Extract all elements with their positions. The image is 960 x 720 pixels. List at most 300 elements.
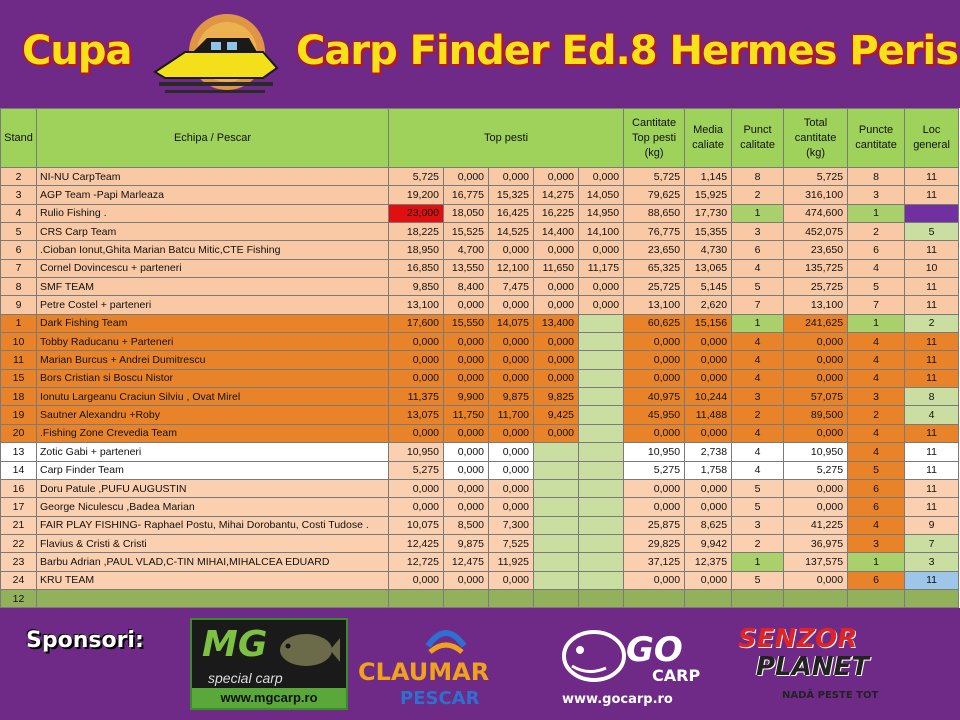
cell-top-2: 9,900 [444, 388, 489, 406]
cell-top-4: 0,000 [534, 424, 579, 442]
cell-avg: 4,730 [685, 241, 732, 259]
cell-top-2: 0,000 [444, 461, 489, 479]
cell-top-1: 13,100 [389, 296, 444, 314]
cell-points-qty: 5 [848, 278, 905, 296]
cell-rank: 11 [905, 443, 959, 461]
gocarp-name: GO [626, 630, 683, 670]
cell-top-3: 0,000 [489, 168, 534, 186]
cell-top-3: 0,000 [489, 241, 534, 259]
cell-qty-top: 65,325 [624, 259, 685, 277]
table-row [1, 314, 959, 332]
table-row [1, 516, 959, 534]
cell-points-qty: 8 [848, 168, 905, 186]
cell-top-5 [579, 479, 624, 497]
cell-points-qty: 6 [848, 479, 905, 497]
cell-top-3: 7,475 [489, 278, 534, 296]
sponsor-claumar[interactable] [356, 616, 546, 712]
cell-stand: 24 [1, 571, 37, 589]
cell-avg: 1,758 [685, 461, 732, 479]
cell-team: .Cioban Ionut,Ghita Marian Batcu Mitic,CTE Fishing [37, 241, 389, 259]
cell-stand: 1 [1, 314, 37, 332]
cell-points-qty: 6 [848, 241, 905, 259]
cell-points-qty: 1 [848, 553, 905, 571]
cell-top-2: 11,750 [444, 406, 489, 424]
cell-top-1: 16,850 [389, 259, 444, 277]
cell-points-quality: 1 [732, 553, 784, 571]
header-qty-top: Cantitate Top pesti (kg) [624, 109, 685, 168]
cell-top-4: 0,000 [534, 333, 579, 351]
cell-total-qty: 137,575 [784, 553, 848, 571]
cell-stand: 4 [1, 204, 37, 222]
table-row [1, 534, 959, 552]
table-row [1, 461, 959, 479]
cell-top-1: 0,000 [389, 369, 444, 387]
cell-top-3: 12,100 [489, 259, 534, 277]
cell-top-2: 0,000 [444, 369, 489, 387]
cell-total-qty: 5,275 [784, 461, 848, 479]
cell-top-1: 13,075 [389, 406, 444, 424]
cell-top-5 [579, 553, 624, 571]
cell-top-2: 0,000 [444, 351, 489, 369]
cell-top-5 [579, 314, 624, 332]
cell-avg: 1,145 [685, 168, 732, 186]
cell-avg: 0,000 [685, 333, 732, 351]
cell-total-qty: 0,000 [784, 571, 848, 589]
table-row [1, 589, 959, 607]
cell-stand: 18 [1, 388, 37, 406]
cell-team: Petre Costel + parteneri [37, 296, 389, 314]
table-row [1, 571, 959, 589]
cell-points-qty: 1 [848, 314, 905, 332]
cell-top-1: 0,000 [389, 424, 444, 442]
cell-total-qty: 89,500 [784, 406, 848, 424]
cell-avg: 15,355 [685, 223, 732, 241]
cell-top-3: 0,000 [489, 479, 534, 497]
table-row [1, 443, 959, 461]
cell-team: Flavius & Cristi & Cristi [37, 534, 389, 552]
cell-rank: 4 [905, 406, 959, 424]
cell-total-qty: 135,725 [784, 259, 848, 277]
cell-top-2: 0,000 [444, 498, 489, 516]
cell-team: Barbu Adrian ,PAUL VLAD,C-TIN MIHAI,MIHALCEA EDUARD [37, 553, 389, 571]
table-row [1, 186, 959, 204]
cell-qty-top: 5,725 [624, 168, 685, 186]
cell-points-qty: 4 [848, 516, 905, 534]
cell-stand: 21 [1, 516, 37, 534]
cell-top-3: 14,075 [489, 314, 534, 332]
cell-avg: 8,625 [685, 516, 732, 534]
table-row [1, 333, 959, 351]
cell-points-quality [732, 589, 784, 607]
cell-points-qty: 4 [848, 369, 905, 387]
cell-top-1: 0,000 [389, 333, 444, 351]
table-row [1, 296, 959, 314]
cell-top-5: 14,950 [579, 204, 624, 222]
cell-points-quality: 1 [732, 204, 784, 222]
cell-total-qty: 0,000 [784, 351, 848, 369]
cell-top-4: 0,000 [534, 351, 579, 369]
cell-top-3: 0,000 [489, 571, 534, 589]
cell-rank: 11 [905, 369, 959, 387]
cell-team: AGP Team -Papi Marleaza [37, 186, 389, 204]
cell-top-5 [579, 498, 624, 516]
cell-stand: 3 [1, 186, 37, 204]
cell-rank: 11 [905, 498, 959, 516]
cell-team: KRU TEAM [37, 571, 389, 589]
cell-rank: 3 [905, 553, 959, 571]
cell-points-quality: 5 [732, 479, 784, 497]
cell-rank: 11 [905, 278, 959, 296]
cell-total-qty: 0,000 [784, 479, 848, 497]
senzor-planet: PLANET [756, 652, 870, 682]
cell-avg: 5,145 [685, 278, 732, 296]
cell-rank: 11 [905, 424, 959, 442]
cell-team: SMF TEAM [37, 278, 389, 296]
cell-top-3: 0,000 [489, 296, 534, 314]
table-row [1, 204, 959, 222]
cell-rank: 11 [905, 351, 959, 369]
cell-top-4 [534, 479, 579, 497]
results-table [0, 108, 959, 608]
title-carp-finder: Carp Finder Ed.8 Hermes Peris [296, 28, 959, 74]
cell-points-quality: 4 [732, 424, 784, 442]
cell-stand: 6 [1, 241, 37, 259]
cell-team: FAIR PLAY FISHING- Raphael Postu, Mihai Dorobantu, Costi Tudose . [37, 516, 389, 534]
cell-total-qty: 0,000 [784, 369, 848, 387]
cell-qty-top: 0,000 [624, 498, 685, 516]
cell-team: Carp Finder Team [37, 461, 389, 479]
cell-total-qty: 25,725 [784, 278, 848, 296]
cell-rank: 9 [905, 516, 959, 534]
cell-top-3: 15,325 [489, 186, 534, 204]
cell-points-qty: 1 [848, 204, 905, 222]
table-row [1, 369, 959, 387]
cell-stand: 9 [1, 296, 37, 314]
header-points-qty: Puncte cantitate [848, 109, 905, 168]
cell-top-2: 13,550 [444, 259, 489, 277]
cell-qty-top: 0,000 [624, 333, 685, 351]
cell-points-quality: 4 [732, 443, 784, 461]
cell-top-2: 9,875 [444, 534, 489, 552]
cell-total-qty: 41,225 [784, 516, 848, 534]
gocarp-fish-icon [558, 622, 628, 686]
table-row [1, 424, 959, 442]
cell-top-5 [579, 516, 624, 534]
cell-total-qty: 452,075 [784, 223, 848, 241]
cell-total-qty: 0,000 [784, 424, 848, 442]
cell-top-5 [579, 443, 624, 461]
cell-top-4 [534, 443, 579, 461]
table-row [1, 388, 959, 406]
cell-top-5 [579, 589, 624, 607]
cell-rank: 11 [905, 168, 959, 186]
cell-top-3: 7,525 [489, 534, 534, 552]
cell-qty-top: 13,100 [624, 296, 685, 314]
cell-top-2: 0,000 [444, 479, 489, 497]
cell-total-qty: 474,600 [784, 204, 848, 222]
cell-top-4: 14,400 [534, 223, 579, 241]
cell-top-3: 0,000 [489, 333, 534, 351]
cell-stand: 22 [1, 534, 37, 552]
cell-points-quality: 3 [732, 388, 784, 406]
cell-points-quality: 4 [732, 369, 784, 387]
header-banner [0, 0, 960, 108]
cell-team: CRS Carp Team [37, 223, 389, 241]
cell-total-qty: 0,000 [784, 498, 848, 516]
cell-top-2: 0,000 [444, 424, 489, 442]
header-stand: Stand [1, 109, 37, 168]
cell-team: Sautner Alexandru +Roby [37, 406, 389, 424]
cell-points-qty: 6 [848, 498, 905, 516]
cell-points-quality: 5 [732, 278, 784, 296]
cell-top-5 [579, 388, 624, 406]
cell-points-quality: 4 [732, 259, 784, 277]
cell-qty-top: 5,275 [624, 461, 685, 479]
cell-avg: 11,488 [685, 406, 732, 424]
cell-points-quality: 2 [732, 186, 784, 204]
cell-top-1: 10,075 [389, 516, 444, 534]
cell-top-4: 0,000 [534, 278, 579, 296]
cell-points-qty: 7 [848, 296, 905, 314]
cell-rank: 2 [905, 314, 959, 332]
cell-stand: 7 [1, 259, 37, 277]
cell-points-qty: 5 [848, 461, 905, 479]
cell-total-qty: 316,100 [784, 186, 848, 204]
cell-top-3: 0,000 [489, 424, 534, 442]
cell-qty-top: 37,125 [624, 553, 685, 571]
cell-qty-top: 25,725 [624, 278, 685, 296]
cell-top-1: 0,000 [389, 479, 444, 497]
mg-url: www.mgcarp.ro [192, 688, 346, 708]
cell-qty-top: 23,650 [624, 241, 685, 259]
cell-stand: 11 [1, 351, 37, 369]
cell-top-1: 12,425 [389, 534, 444, 552]
cell-points-quality: 8 [732, 168, 784, 186]
sponsors-label: Sponsori: [26, 628, 144, 653]
cell-points-qty: 3 [848, 534, 905, 552]
table-row [1, 278, 959, 296]
cell-top-3: 0,000 [489, 461, 534, 479]
cell-points-qty: 6 [848, 571, 905, 589]
cell-top-5: 0,000 [579, 168, 624, 186]
cell-total-qty: 10,950 [784, 443, 848, 461]
cell-stand: 19 [1, 406, 37, 424]
cell-top-2: 0,000 [444, 168, 489, 186]
cell-points-qty: 3 [848, 388, 905, 406]
cell-top-3: 14,525 [489, 223, 534, 241]
cell-top-5 [579, 333, 624, 351]
cell-team: Doru Patule ,PUFU AUGUSTIN [37, 479, 389, 497]
cell-top-4 [534, 461, 579, 479]
cell-avg: 2,738 [685, 443, 732, 461]
cell-top-5 [579, 351, 624, 369]
cell-qty-top: 79,625 [624, 186, 685, 204]
table-row [1, 553, 959, 571]
cell-points-quality: 7 [732, 296, 784, 314]
cell-points-qty [848, 589, 905, 607]
cell-avg: 0,000 [685, 571, 732, 589]
cell-avg: 17,730 [685, 204, 732, 222]
gocarp-subtitle: CARP [652, 666, 701, 685]
cell-team: Cornel Dovincescu + parteneri [37, 259, 389, 277]
cell-points-quality: 2 [732, 406, 784, 424]
cell-top-3: 0,000 [489, 351, 534, 369]
results-table-area [0, 108, 960, 608]
cell-top-4: 13,400 [534, 314, 579, 332]
mg-logo: MG [202, 624, 268, 665]
cell-points-qty: 3 [848, 186, 905, 204]
cell-points-qty: 4 [848, 333, 905, 351]
cell-top-5 [579, 461, 624, 479]
cell-top-1: 5,725 [389, 168, 444, 186]
cell-top-3: 11,925 [489, 553, 534, 571]
cell-points-quality: 5 [732, 498, 784, 516]
cell-top-2: 0,000 [444, 571, 489, 589]
cell-stand: 5 [1, 223, 37, 241]
header-total-qty: Total cantitate (kg) [784, 109, 848, 168]
boat-logo-icon [145, 12, 285, 104]
cell-top-3: 0,000 [489, 498, 534, 516]
table-header-row [1, 109, 959, 168]
cell-qty-top: 76,775 [624, 223, 685, 241]
cell-total-qty [784, 589, 848, 607]
cell-top-3: 16,425 [489, 204, 534, 222]
cell-points-qty: 2 [848, 406, 905, 424]
cell-team: Dark Fishing Team [37, 314, 389, 332]
cell-qty-top: 25,875 [624, 516, 685, 534]
table-row [1, 223, 959, 241]
cell-stand: 8 [1, 278, 37, 296]
cell-top-1: 0,000 [389, 351, 444, 369]
table-row [1, 259, 959, 277]
sponsor-mg-carp[interactable] [190, 618, 348, 710]
cell-top-5: 14,050 [579, 186, 624, 204]
cell-stand: 20 [1, 424, 37, 442]
claumar-swoosh-icon [422, 618, 470, 660]
cell-points-quality: 5 [732, 571, 784, 589]
cell-rank: 11 [905, 333, 959, 351]
cell-avg [685, 589, 732, 607]
cell-team: Ionutu Largeanu Craciun Silviu , Ovat Mirel [37, 388, 389, 406]
cell-team: Zotic Gabi + parteneri [37, 443, 389, 461]
cell-top-4: 0,000 [534, 369, 579, 387]
cell-top-1: 5,275 [389, 461, 444, 479]
cell-stand: 10 [1, 333, 37, 351]
cell-rank: 11 [905, 571, 959, 589]
table-row [1, 479, 959, 497]
sponsor-senzor-planet[interactable] [734, 618, 924, 710]
cell-points-quality: 1 [732, 314, 784, 332]
cell-qty-top: 45,950 [624, 406, 685, 424]
cell-avg: 13,065 [685, 259, 732, 277]
table-row [1, 168, 959, 186]
cell-qty-top: 0,000 [624, 479, 685, 497]
cell-total-qty: 0,000 [784, 333, 848, 351]
cell-total-qty: 13,100 [784, 296, 848, 314]
cell-top-4: 9,425 [534, 406, 579, 424]
cell-top-3: 0,000 [489, 443, 534, 461]
cell-top-4: 14,275 [534, 186, 579, 204]
header-rank: Loc general [905, 109, 959, 168]
cell-stand: 13 [1, 443, 37, 461]
cell-top-3: 7,300 [489, 516, 534, 534]
cell-top-2: 0,000 [444, 296, 489, 314]
cell-top-1: 9,850 [389, 278, 444, 296]
cell-top-5: 0,000 [579, 296, 624, 314]
cell-qty-top: 10,950 [624, 443, 685, 461]
carp-fish-icon [276, 628, 340, 672]
cell-points-qty: 4 [848, 259, 905, 277]
cell-top-2: 15,550 [444, 314, 489, 332]
cell-top-1: 0,000 [389, 498, 444, 516]
mg-subtitle: special carp [208, 670, 283, 686]
cell-rank: 7 [905, 534, 959, 552]
cell-rank: 11 [905, 479, 959, 497]
cell-top-3: 0,000 [489, 369, 534, 387]
cell-top-5: 0,000 [579, 241, 624, 259]
cell-top-5 [579, 534, 624, 552]
cell-top-4: 16,225 [534, 204, 579, 222]
cell-qty-top: 0,000 [624, 571, 685, 589]
cell-top-1: 12,725 [389, 553, 444, 571]
table-row [1, 241, 959, 259]
cell-avg: 0,000 [685, 369, 732, 387]
cell-avg: 0,000 [685, 351, 732, 369]
cell-points-qty: 4 [848, 351, 905, 369]
cell-top-1 [389, 589, 444, 607]
cell-top-5: 11,175 [579, 259, 624, 277]
cell-rank [905, 589, 959, 607]
cell-top-2: 18,050 [444, 204, 489, 222]
cell-qty-top: 29,825 [624, 534, 685, 552]
cell-avg: 15,156 [685, 314, 732, 332]
cell-avg: 0,000 [685, 479, 732, 497]
cell-top-4: 9,825 [534, 388, 579, 406]
claumar-name: CLAUMAR [358, 658, 490, 686]
cell-team: Marian Burcus + Andrei Dumitrescu [37, 351, 389, 369]
cell-stand: 23 [1, 553, 37, 571]
cell-points-qty: 4 [848, 443, 905, 461]
cell-points-quality: 3 [732, 516, 784, 534]
cell-top-2: 0,000 [444, 443, 489, 461]
cell-avg: 15,925 [685, 186, 732, 204]
cell-avg: 0,000 [685, 498, 732, 516]
cell-top-1: 18,950 [389, 241, 444, 259]
cell-top-3: 11,700 [489, 406, 534, 424]
cell-stand: 14 [1, 461, 37, 479]
cell-team: NI-NU CarpTeam [37, 168, 389, 186]
cell-stand: 17 [1, 498, 37, 516]
cell-top-3: 9,875 [489, 388, 534, 406]
cell-avg: 9,942 [685, 534, 732, 552]
cell-top-4 [534, 553, 579, 571]
cell-rank: 11 [905, 296, 959, 314]
cell-top-2: 8,500 [444, 516, 489, 534]
cell-points-quality: 4 [732, 351, 784, 369]
gocarp-url: www.gocarp.ro [562, 692, 673, 707]
cell-qty-top: 60,625 [624, 314, 685, 332]
cell-points-qty: 4 [848, 424, 905, 442]
sponsor-gocarp[interactable] [556, 616, 726, 712]
cell-team: Bors Cristian si Boscu Nistor [37, 369, 389, 387]
cell-team: George Niculescu ,Badea Marian [37, 498, 389, 516]
cell-rank: 10 [905, 259, 959, 277]
header-points-quality: Punct calitate [732, 109, 784, 168]
cell-top-4: 0,000 [534, 168, 579, 186]
cell-top-1: 23,000 [389, 204, 444, 222]
cell-top-1: 17,600 [389, 314, 444, 332]
cell-avg: 10,244 [685, 388, 732, 406]
